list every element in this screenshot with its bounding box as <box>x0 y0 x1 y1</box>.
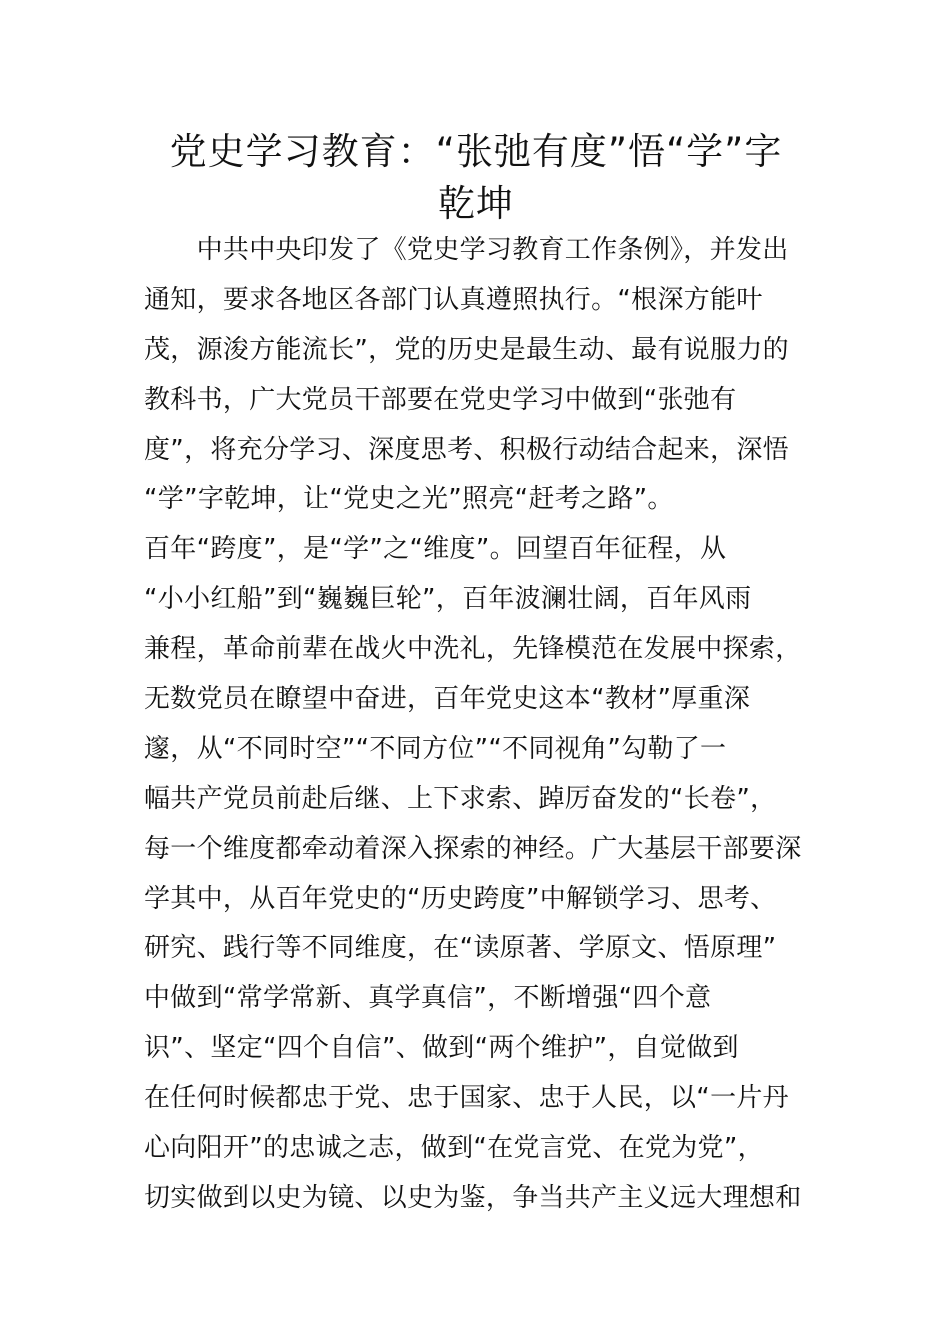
body-line: 邃，从“不同时空”“不同方位”“不同视角”勾勒了一 <box>144 733 727 764</box>
body-line: 学其中，从百年党史的“历史跨度”中解锁学习、思考、 <box>144 883 777 914</box>
body-line: 度”，将充分学习、深度思考、积极行动结合起来，深悟 <box>144 434 789 465</box>
body-line: 幅共产党员前赴后继、上下求索、踔厉奋发的“长卷”， <box>144 783 777 814</box>
document-title <box>140 126 812 230</box>
body-line: 心向阳开”的忠诚之志，做到“在党言党、在党为党”， <box>144 1133 764 1164</box>
body-line: 通知，要求各地区各部门认真遵照执行。“根深方能叶 <box>144 284 763 315</box>
body-line: 切实做到以史为镜、以史为鉴，争当共产主义远大理想和 <box>144 1182 802 1213</box>
body-line: 中做到“常学常新、真学真信”，不断增强“四个意 <box>144 983 712 1014</box>
body-line: 识”、坚定“四个自信”、做到“两个维护”，自觉做到 <box>144 1033 739 1064</box>
title-line: 党史学习教育：“张弛有度”悟“学”字 <box>169 130 783 173</box>
document-body <box>144 226 808 1224</box>
body-line: 教科书，广大党员干部要在党史学习中做到“张弛有 <box>144 384 737 415</box>
body-line: 每一个维度都牵动着深入探索的神经。广大基层干部要深 <box>144 833 802 864</box>
title-line: 乾坤 <box>438 182 514 225</box>
body-line: “学”字乾坤，让“党史之光”照亮“赶考之路”。 <box>144 484 674 515</box>
body-line: 在任何时候都忠于党、忠于国家、忠于人民，以“一片丹 <box>144 1083 789 1114</box>
body-line: 茂，源浚方能流长”，党的历史是最生动、最有说服力的 <box>144 334 789 365</box>
body-line: 兼程，革命前辈在战火中洗礼，先锋模范在发展中探索， <box>144 634 802 665</box>
body-line: “小小红船”到“巍巍巨轮”，百年波澜壮阔，百年风雨 <box>144 584 752 615</box>
body-line: 研究、践行等不同维度，在“读原著、学原文、悟原理” <box>144 933 777 964</box>
body-line: 无数党员在瞭望中奋进，百年党史这本“教材”厚重深 <box>144 684 751 715</box>
body-line: 中共中央印发了《党史学习教育工作条例》，并发出 <box>144 235 789 265</box>
body-line: 百年“跨度”，是“学”之“维度”。回望百年征程，从 <box>144 534 727 565</box>
